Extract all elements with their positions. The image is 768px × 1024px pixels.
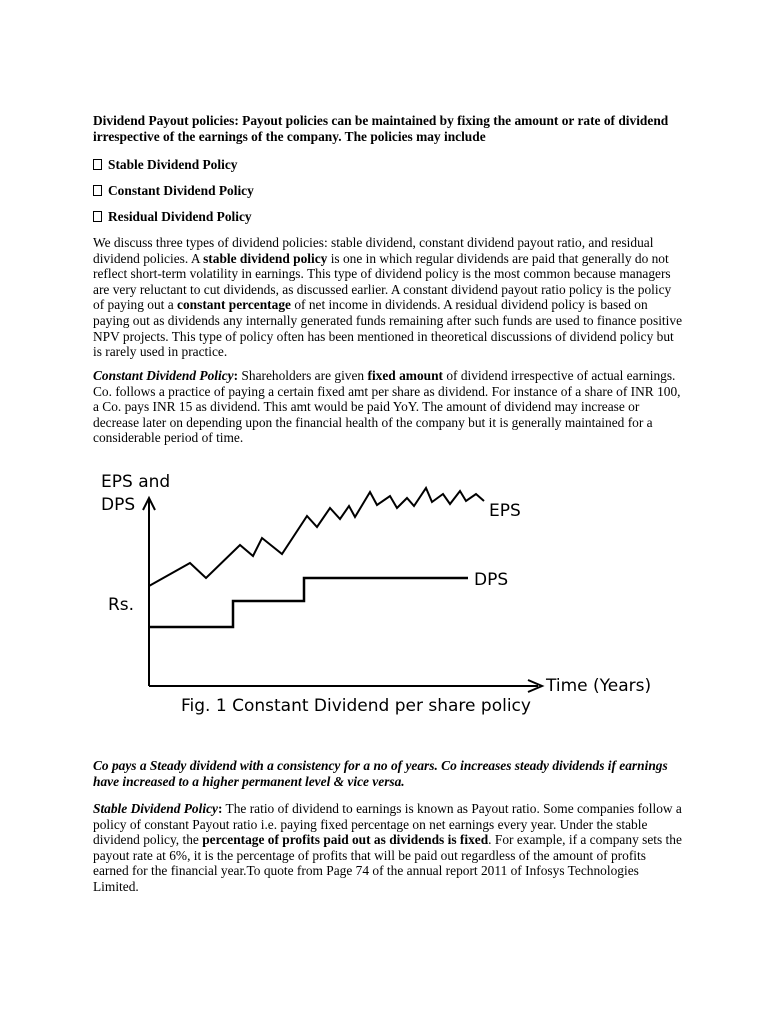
intro-heading: Dividend Payout policies: Payout policies can be maintained by fixing the amount or rate of dividend irrespective of the earnings of the company. The policies may include (93, 113, 669, 144)
paragraph-constant-dividend: Constant Dividend Policy: Shareholders are given fixed amount of dividend irrespective of actual earnings. Co. follows a practice of paying a certain fixed amt per share as dividend. For instance of a share of INR 100, a Co. pays INR 15 as dividend. This amt would be paid YoY. The amount of dividend may increase or decrease later on depending upon the financial health of the company but it is generally maintained for a considerable period of time. (93, 368, 681, 446)
bullet-item: Stable Dividend Policy (93, 157, 237, 173)
y-axis-label-line2: DPS (101, 495, 136, 515)
eps-line (149, 488, 484, 586)
y-axis-label-line1: EPS and (101, 472, 171, 492)
paragraph-policies-overview: We discuss three types of dividend policies: stable dividend, constant dividend payout ratio, and residual dividend policies. A stable dividend policy is one in which regular dividends are paid that generally do not reflect short-term volatility in earnings. This type of dividend policy is the most common because managers are very reluctant to cut dividends, as discussed earlier. A constant dividend payout ratio policy is the policy of paying out a constant percentage of net income in dividends. A residual dividend policy is based on paying out as dividends any internally generated funds remaining after such funds are used to finance positive NPV projects. This type of policy often has been mentioned in theoretical discussions of dividend policy but is rarely used in practice. (93, 235, 683, 360)
paragraph-steady-dividend: Co pays a Steady dividend with a consistency for a no of years. Co increases steady dividends if earnings have increased to a higher permanent level & vice versa. (93, 758, 668, 789)
x-axis-label: Time (Years) (546, 676, 652, 696)
dps-line (149, 578, 468, 627)
figure-caption: Fig. 1 Constant Dividend per share policy (181, 696, 531, 716)
dps-series-label: DPS (474, 570, 509, 590)
bullet-item: Residual Dividend Policy (93, 209, 252, 225)
paragraph-stable-dividend: Stable Dividend Policy: The ratio of dividend to earnings is known as Payout ratio. Some companies follow a policy of constant Payout ratio i.e. paying fixed percentage on net earnings every year. Under the stable dividend policy, the percentage of profits paid out as dividends is fixed. For example, if a company sets the payout rate at 6%, it is the percentage of profits that will be paid out regardless of the amount of profits earned for the financial year.To quote from Page 74 of the annual report 2011 of Infosys Technologies Limited. (93, 801, 682, 894)
rs-label: Rs. (108, 595, 135, 615)
bullet-item: Constant Dividend Policy (93, 183, 254, 199)
eps-series-label: EPS (489, 501, 521, 521)
